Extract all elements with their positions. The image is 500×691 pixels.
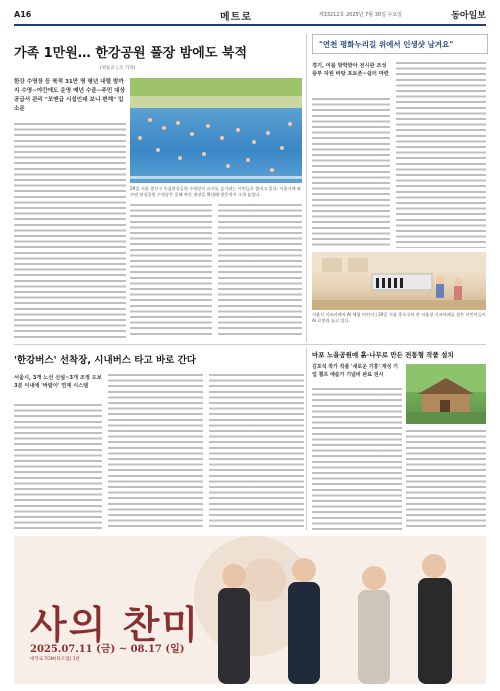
issue-info: 제33212호 2025년 7월 30일 수요일 — [318, 12, 402, 18]
main-byline: (영등포 | 조 기자) — [100, 66, 136, 71]
house-headline: 마포 노을공원에 흙·나무로 만든 전통형 작품 설치 — [312, 351, 454, 359]
column-divider-lower — [306, 348, 307, 530]
house-lead: 김포석 작가 작품 '새로운 기흥' 계성 기업 챔프 예술가 기념비 완료 전시 — [312, 364, 398, 378]
newspaper-brand: 동아일보 — [451, 11, 486, 21]
peace-lead: 경기, 여름 방학맞아 전시관 조성 풍부 자원 바탕 포토존~쉼터 마련 — [312, 63, 389, 77]
main-photo-caption: 29일 서울 광진구 뚝섬한강공원 수영장이 피서를 즐기려는 시민들로 붐비고 있다. 서울시에 따르면 한강공원 수영장은 올해 야간 개장을 확대해 방문객이 크게 늘었다. — [130, 186, 301, 197]
bus-body-col2 — [108, 374, 203, 530]
main-body-col3 — [218, 204, 302, 336]
pool-illustration — [130, 78, 302, 183]
bus-lead: 서울시, 3개 노선 신설~3개 조정 도보 3분 이내에 '바람이' 연계 시스템 — [14, 375, 102, 389]
section-divider — [14, 344, 486, 345]
ad-venue: 대학로 TOM(티오엠) 1관 — [30, 657, 80, 662]
pool-photo — [130, 78, 302, 183]
ad-title: 사의 찬미 — [30, 602, 201, 647]
bus-body-col3 — [209, 374, 304, 530]
ad-dates: 2025.07.11 (금) ~ 08.17 (일) — [30, 644, 185, 655]
peace-headline: "연천 평화누리길 위에서 인생샷 남겨요" — [319, 40, 454, 49]
main-body-col2 — [130, 204, 212, 336]
main-headline: 가족 1만원… 한강공원 풀장 밤에도 북적 — [14, 46, 248, 61]
peace-body-col2 — [396, 62, 486, 248]
peace-headline-box — [312, 34, 488, 54]
house-body-col1 — [312, 388, 402, 530]
main-lead: 한강 수영장 등 북적 31만 명 평년 내렬 밤까지 수영~야간에도 운영 예년 수준~주민 대상공급서 관리 "포맨급 시설인데 보니 편해" 입소문 — [14, 79, 125, 112]
house-illustration — [406, 364, 486, 424]
column-divider — [306, 34, 307, 342]
kids-photo-caption: 서울시 키즈카페서 AI 체험 어린이 | 29일 서울 종로구의 한 서울형 키즈카페를 찾은 어린이들이 AI 로봇과 놀고 있다. — [312, 312, 486, 323]
main-body-col1 — [14, 118, 126, 338]
peace-body-col1 — [312, 98, 390, 248]
bus-headline: '한강버스' 선착장, 시내버스 타고 바로 간다 — [14, 355, 196, 366]
top-rule — [14, 24, 486, 26]
page-number: A16 — [14, 10, 32, 19]
kids-cafe-photo — [312, 252, 486, 310]
section-title: 메트로 — [220, 12, 252, 23]
bus-body-col1 — [14, 404, 102, 530]
house-photo — [406, 364, 486, 424]
kids-cafe-illustration — [312, 252, 486, 310]
house-body-col2 — [406, 430, 486, 530]
